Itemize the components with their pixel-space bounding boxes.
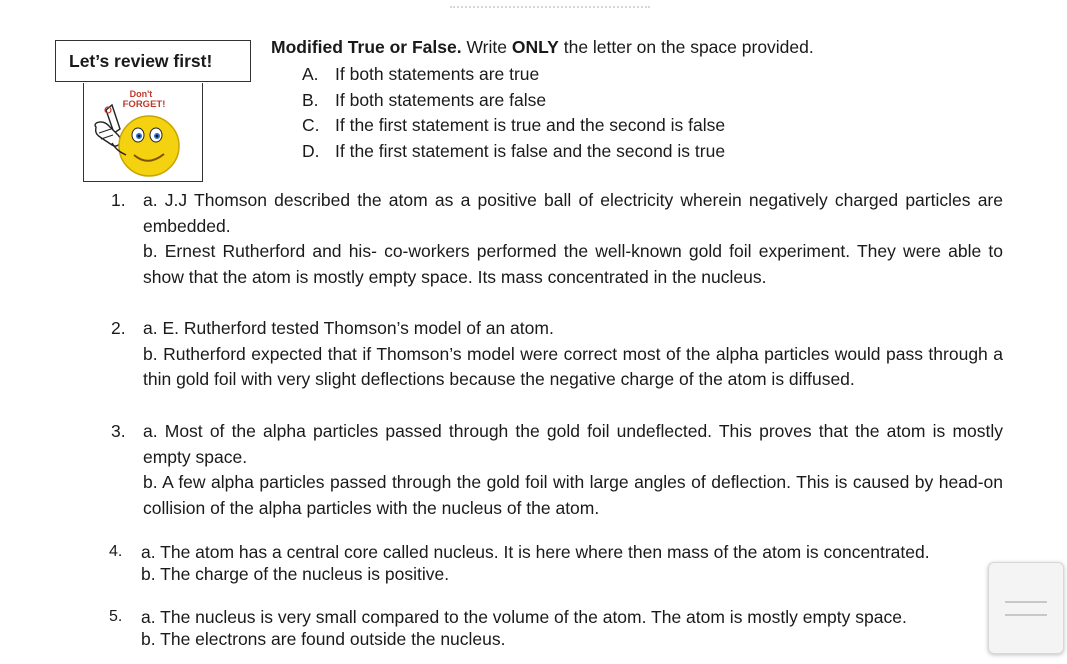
- statement-b: b. The charge of the nucleus is positive.: [141, 564, 450, 584]
- instructions-bold-word: ONLY: [511, 37, 559, 57]
- dont-forget-smiley-icon: [84, 83, 203, 182]
- question-body: [143, 316, 1003, 393]
- question-body: [143, 188, 1003, 290]
- instructions: [271, 36, 814, 58]
- question-body: [143, 419, 1003, 521]
- page-top-edge: [450, 0, 650, 8]
- question-number: 2.: [111, 318, 126, 338]
- statement-b: b. Rutherford expected that if Thomson’s model were correct most of the alpha particles would pass through a thin gold foil with very slight deflections because the negative charge of the atom is diffused.: [143, 343, 1003, 389]
- instructions-text-2: the letter on the space provided.: [558, 37, 814, 57]
- choice-text: If the first statement is true and the second is false: [335, 115, 726, 136]
- choice-text: If both statements are false: [335, 89, 547, 110]
- caption-forget: FORGET!: [122, 99, 166, 110]
- choice-text: If both statements are true: [335, 64, 540, 84]
- answer-choices-list: [302, 63, 725, 166]
- question-body: [141, 541, 1041, 585]
- question-number: 3.: [111, 421, 126, 441]
- statement-a: a. J.J Thomson described the atom as a positive ball of electricity wherein negatively charged particles are embedded.: [143, 190, 1003, 236]
- choice-letter: C.: [302, 115, 320, 136]
- statement-a: a. The atom has a central core called nucleus. It is here where then mass of the atom is concentrated.: [141, 542, 930, 562]
- question-body: [141, 606, 1041, 650]
- question-number: 4.: [109, 543, 123, 560]
- statement-b: b. The electrons are found outside the nucleus.: [141, 629, 506, 649]
- choice-letter: A.: [302, 64, 319, 84]
- hamburger-menu-icon-bar: [1005, 614, 1047, 616]
- hamburger-menu-button[interactable]: [988, 562, 1064, 654]
- hamburger-menu-icon: [1005, 601, 1047, 603]
- statement-a: a. The nucleus is very small compared to the volume of the atom. The atom is mostly empty space.: [141, 607, 907, 627]
- choice-b: [302, 89, 725, 115]
- choice-a: [302, 63, 725, 89]
- caption-dont: Don't: [129, 89, 153, 99]
- question-number: 1.: [111, 190, 126, 210]
- statement-a: a. Most of the alpha particles passed through the gold foil undeflected. This proves that the atom is mostly empty space.: [143, 421, 1003, 467]
- instructions-title: Modified True or False.: [271, 37, 462, 57]
- dont-forget-image-frame: [83, 83, 203, 182]
- review-heading: Let’s review first!: [69, 50, 213, 71]
- instructions-text-1: Write: [461, 37, 512, 57]
- review-heading-box: [55, 40, 251, 82]
- statement-b: b. A few alpha particles passed through the gold foil with large angles of deflection. This is caused by head-on collision of the alpha particles with the nucleus of the atom.: [143, 472, 1003, 518]
- choice-c: [302, 114, 725, 140]
- statement-b: b. Ernest Rutherford and his- co-workers performed the well-known gold foil experiment. They were able to show that the atom is mostly empty space. Its mass concentrated in the nucleus.: [143, 241, 1003, 287]
- choice-d: [302, 140, 725, 166]
- choice-letter: B.: [302, 89, 319, 110]
- choice-text: If the first statement is false and the second is true: [335, 141, 726, 162]
- question-number: 5.: [109, 608, 123, 625]
- choice-letter: D.: [302, 141, 320, 162]
- statement-a: a. E. Rutherford tested Thomson’s model of an atom.: [143, 318, 554, 338]
